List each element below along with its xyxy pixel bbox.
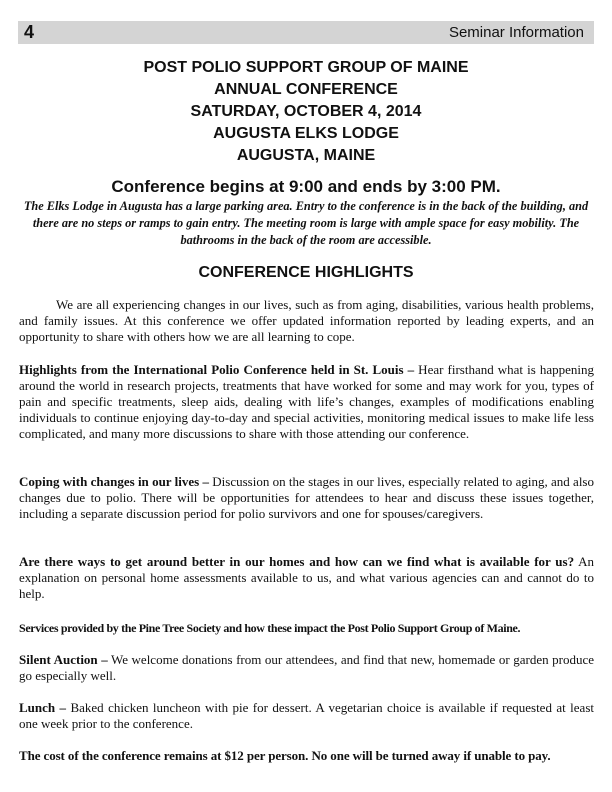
title-line: AUGUSTA ELKS LODGE [213, 125, 399, 142]
highlight-item-lunch [19, 700, 594, 732]
header-bar [18, 21, 594, 44]
conference-cost: The cost of the conference remains at $12 per person. No one will be turned away if unable to pay. [19, 748, 551, 763]
title-line: POST POLIO SUPPORT GROUP OF MAINE [143, 59, 469, 76]
highlight-item-international [19, 362, 594, 442]
item-text: Baked chicken luncheon with pie for dessert. A vegetarian choice is available if requested at least one week prior to the conference. [19, 700, 594, 731]
item-text: An explanation on personal home assessments available to us, and what various agencies can and cannot do to help. [19, 554, 594, 601]
conference-times: Conference begins at 9:00 and ends by 3:00 PM. [111, 177, 501, 196]
highlight-item-home-mobility [19, 554, 594, 602]
item-text: We welcome donations from our attendees, and find that new, homemade or garden produce go especially well. [19, 652, 595, 683]
title-line: SATURDAY, OCTOBER 4, 2014 [190, 103, 422, 120]
highlights-heading: CONFERENCE HIGHLIGHTS [198, 264, 414, 281]
title-line: ANNUAL CONFERENCE [214, 81, 398, 98]
intro-paragraph: We are all experiencing changes in our lives, such as from aging, disabilities, various health problems, and family issues. At this conference we offer updated information reported by leading experts, and an opportunity to share with others how we are all learning to cope. [19, 297, 594, 344]
item-lead: Highlights from the International Polio Conference held in St. Louis – [19, 362, 415, 377]
title-line: AUGUSTA, MAINE [236, 147, 376, 164]
item-text: Discussion on the stages in our lives, especially related to aging, and also changes due to polio. There will be opportunities for attendees to hear and discuss these issues together, including a separate discussion period for polio survivors and one for spouses/caregivers. [19, 474, 594, 521]
highlight-item-services: Services provided by the Pine Tree Society and how these impact the Post Polio Support Group of Maine. [19, 621, 521, 635]
highlight-item-silent-auction [19, 652, 594, 684]
item-lead: Are there ways to get around better in our homes and how can we find what is available for us? [19, 554, 575, 569]
item-text: Hear firsthand what is happening around the world in research projects, treatments that have worked for some and may work for you, types of pain and specific treatments, sleep aids, dealing with life’s changes, examples of modifications enabling individuals to continue enjoying day-to-day and special activities, monitoring medical issues to make life less complicated, and many more discussions to share with those attending our conference. [19, 362, 594, 441]
page-number: 4 [24, 22, 35, 42]
item-lead: Lunch – [19, 700, 67, 715]
section-label: Seminar Information [448, 24, 584, 41]
item-lead: Coping with changes in our lives – [19, 474, 209, 489]
item-lead: Silent Auction – [19, 652, 108, 667]
highlight-item-coping [19, 474, 594, 522]
conference-title [0, 57, 612, 167]
venue-note: The Elks Lodge in Augusta has a large parking area. Entry to the conference is in the back of the building, and there are no steps or ramps to gain entry. The meeting room is large with ample space for easy mobility. The bathrooms in the back of the room are accessible. [23, 199, 589, 247]
